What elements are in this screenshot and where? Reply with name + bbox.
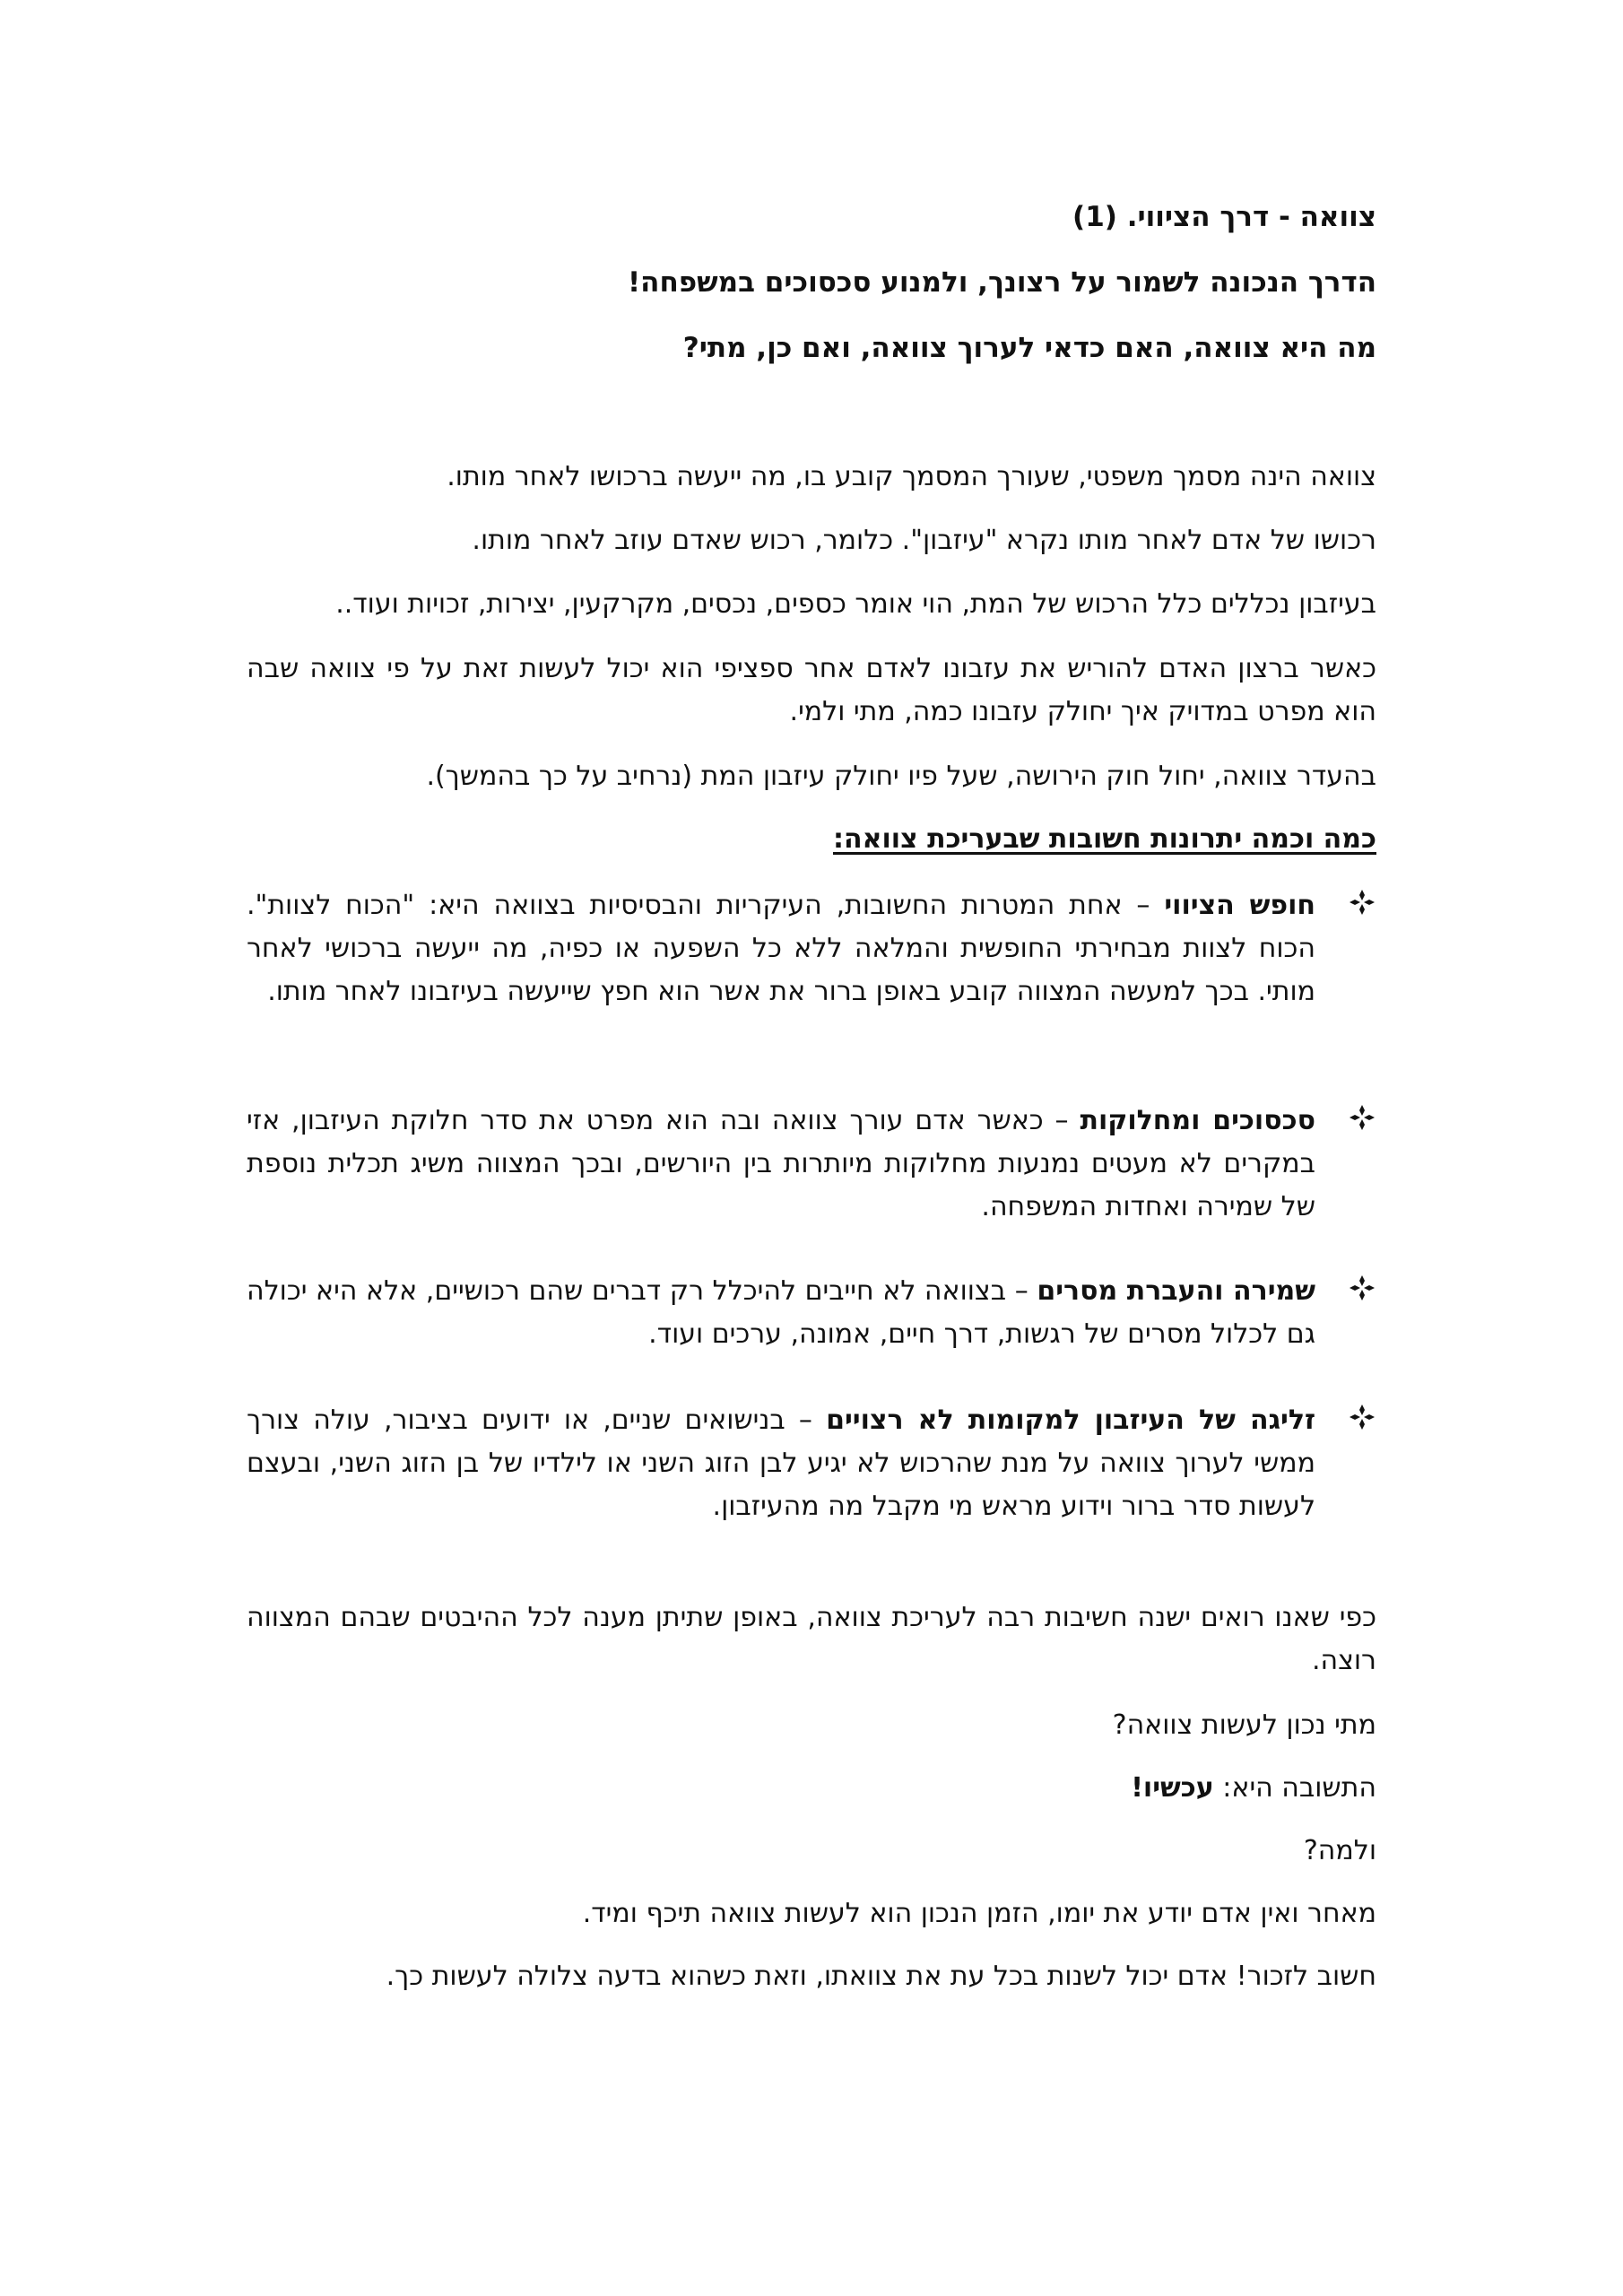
advantage-text-2 xyxy=(247,1100,1315,1229)
intro-paragraph-5: בהעדר צוואה, יחול חוק הירושה, שעל פיו יחולק עיזבון המת (נרחיב על כך בהמשך). xyxy=(426,761,1376,792)
advantage-label-3: שמירה והעברת מסרים xyxy=(1037,1275,1315,1307)
intro-paragraph-1: צוואה הינה מסמך משפטי, שעורך המסמך קובע בו, מה ייעשה ברכושו לאחר מותו. xyxy=(447,461,1376,492)
advantage-text-3 xyxy=(247,1270,1315,1356)
advantage-label-4: זליגה של העיזבון למקומות לא רצויים xyxy=(826,1405,1315,1436)
closing-paragraph-2: מאחר ואין אדם יודע את יומו, הזמן הנכון הוא לעשות צוואה תיכף ומיד. xyxy=(582,1898,1376,1929)
answer-now: עכשיו! xyxy=(1131,1772,1214,1804)
advantage-item-4 xyxy=(247,1399,1376,1528)
intro-paragraph-3: בעיזבון נכללים כלל הרכוש של המת, הוי אומר כספים, נכסים, מקרקעין, יצירות, זכויות ועוד.. xyxy=(335,588,1376,620)
advantage-text-4 xyxy=(247,1399,1315,1528)
document-page xyxy=(247,0,1376,2296)
advantage-item-2 xyxy=(247,1100,1376,1229)
advantage-label-2: סכסוכים ומחלוקות xyxy=(1080,1105,1315,1136)
advantage-body-1: – אחת המטרות החשובות, העיקריות והבסיסיות בצוואה היא: "הכוח לצוות". הכוח לצוות מבחירתי החופשית והמלאה ללא כל השפעה או כפיה, מה ייעשה ברכושי לאחר מותי. בכך למעשה המצווה קובע באופן ברור את אשר הוא חפץ שייעשה בעיזבונו לאחר מותו. xyxy=(247,890,1315,1007)
advantage-item-3 xyxy=(247,1270,1376,1356)
advantage-text-1 xyxy=(247,884,1315,1013)
intro-paragraph-4: כאשר ברצון האדם להוריש את עזבונו לאדם אחר ספציפי הוא יכול לעשות זאת על פי צוואה שבה הוא מפרט במדויק איך יחולק עזבונו כמה, מתי ולמי. xyxy=(247,653,1376,727)
advantage-body-3: – בצוואה לא חייבים להיכלל רק דברים שהם רכושיים, אלא היא יכולה גם לכלול מסרים של רגשות, דרך חיים, אמונה, ערכים ועוד. xyxy=(247,1275,1315,1350)
advantage-body-2: – כאשר אדם עורך צוואה ובה הוא מפרט את סדר חלוקת העיזבון, אזי במקרים לא מעטים נמנעות מחלוקות מיותרות בין היורשים, ובכך המצווה משיג תכלית נוספת של שמירה ואחדות המשפחה. xyxy=(247,1105,1315,1222)
subtitle: הדרך הנכונה לשמור על רצונך, ולמנוע סכסוכים במשפחה! xyxy=(628,266,1376,299)
question-heading: מה היא צוואה, האם כדאי לערוך צוואה, ואם כן, מתי? xyxy=(682,332,1376,364)
closing-paragraph-1: כפי שאנו רואים ישנה חשיבות רבה לעריכת צוואה, באופן שתיתן מענה לכל ההיבטים שבהם המצווה רוצה. xyxy=(247,1602,1376,1676)
answer-prefix: התשובה היא: xyxy=(1213,1772,1376,1804)
answer-line xyxy=(1131,1767,1376,1810)
why-question: ולמה? xyxy=(1303,1835,1376,1866)
advantage-label-1: חופש הציווי xyxy=(1164,890,1315,921)
when-question: מתי נכון לעשות צוואה? xyxy=(1112,1709,1376,1741)
advantage-body-4: – בנישואים שניים, או ידועים בציבור, עולה צורך ממשי לערוך צוואה על מנת שהרכוש לא יגיע לבן הזוג השני או לילדיו של בן הזוג השני, ובעצם לעשות סדר ברור וידוע מראש מי מקבל מה מהעיזבון. xyxy=(247,1405,1315,1522)
diamond-bullet-icon xyxy=(1348,888,1376,917)
intro-paragraph-2: רכושו של אדם לאחר מותו נקרא "עיזבון". כלומר, רכוש שאדם עוזב לאחר מותו. xyxy=(472,525,1376,556)
closing-paragraph-3: חשוב לזכור! אדם יכול לשנות בכל עת את צוואתו, וזאת כשהוא בדעה צלולה לעשות כך. xyxy=(386,1961,1376,1992)
diamond-bullet-icon xyxy=(1348,1274,1376,1302)
advantages-title: כמה וכמה יתרונות חשובות שבעריכת צוואה: xyxy=(833,823,1376,855)
document-title: צוואה - דרך הציווי. (1) xyxy=(1072,201,1376,233)
advantage-item-1 xyxy=(247,884,1376,1013)
diamond-bullet-icon xyxy=(1348,1403,1376,1431)
diamond-bullet-icon xyxy=(1348,1103,1376,1132)
